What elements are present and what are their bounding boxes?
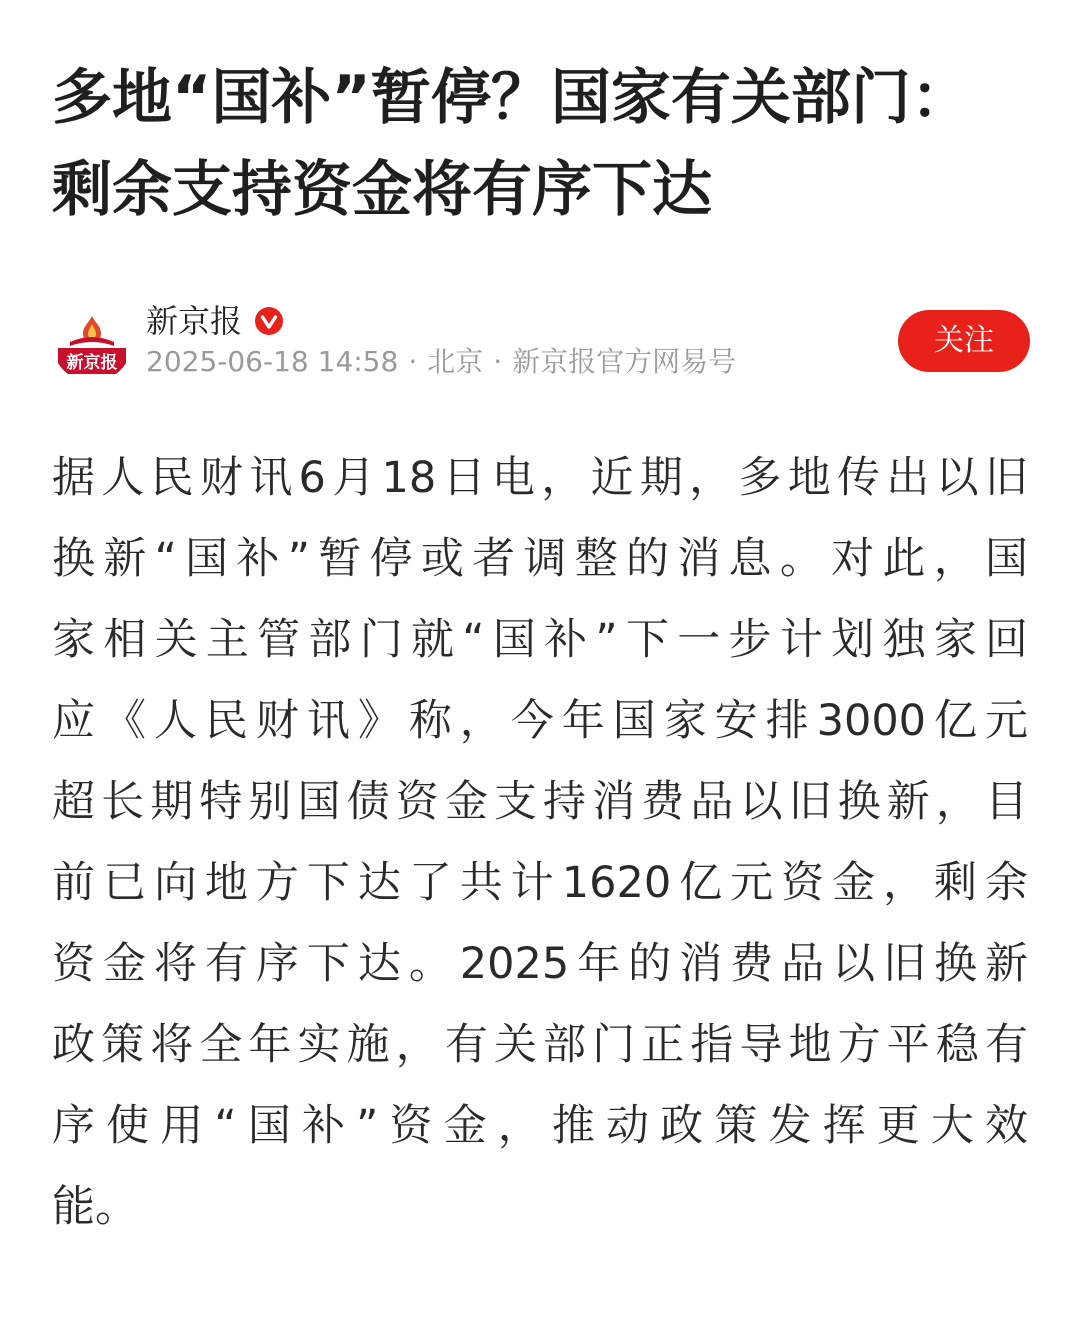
source-bar xyxy=(52,300,1032,382)
article-line: 家相关主管部门就“国补”下一步计划独家回 xyxy=(52,615,1028,665)
article-line: 超长期特别国债资金支持消费品以旧换新，目 xyxy=(52,777,1028,827)
publish-date: 2025-06-18 14:58 xyxy=(146,345,399,378)
source-avatar[interactable] xyxy=(52,302,132,382)
article-line: 前已向地方下达了共计1620亿元资金，剩余 xyxy=(52,858,1028,908)
headline-line: 剩余支持资金将有序下达 xyxy=(52,155,712,225)
article-line: 据人民财讯6月18日电，近期，多地传出以旧 xyxy=(52,453,1028,503)
publisher-account: 新京报官方网易号 xyxy=(512,345,737,378)
article-headline xyxy=(52,52,1042,236)
article-line: 应《人民财讯》称，今年国家安排3000亿元 xyxy=(52,696,1028,746)
follow-button[interactable]: 关注 xyxy=(898,310,1030,372)
meta-separator: · xyxy=(408,345,418,378)
article-line: 换新“国补”暂停或者调整的消息。对此，国 xyxy=(52,534,1028,584)
article-line: 政策将全年实施，有关部门正指导地方平稳有 xyxy=(52,1020,1028,1070)
headline-line: 多地“国补”暂停？国家有关部门： xyxy=(52,63,971,133)
article-line: 资金将有序下达。2025年的消费品以旧换新 xyxy=(52,939,1028,989)
article-line: 能。 xyxy=(52,1182,138,1232)
source-name-row xyxy=(146,300,284,342)
source-name[interactable]: 新京报 xyxy=(146,302,243,340)
article-body xyxy=(52,438,1028,1248)
article-line: 序使用“国补”资金，推动政策发挥更大效 xyxy=(52,1101,1028,1151)
verified-badge-icon xyxy=(254,306,284,336)
newspaper-logo-icon xyxy=(52,302,132,382)
svg-text:新京报: 新京报 xyxy=(66,353,118,373)
publish-location: 北京 xyxy=(427,345,484,378)
article-meta xyxy=(146,344,736,380)
meta-separator: · xyxy=(493,345,503,378)
